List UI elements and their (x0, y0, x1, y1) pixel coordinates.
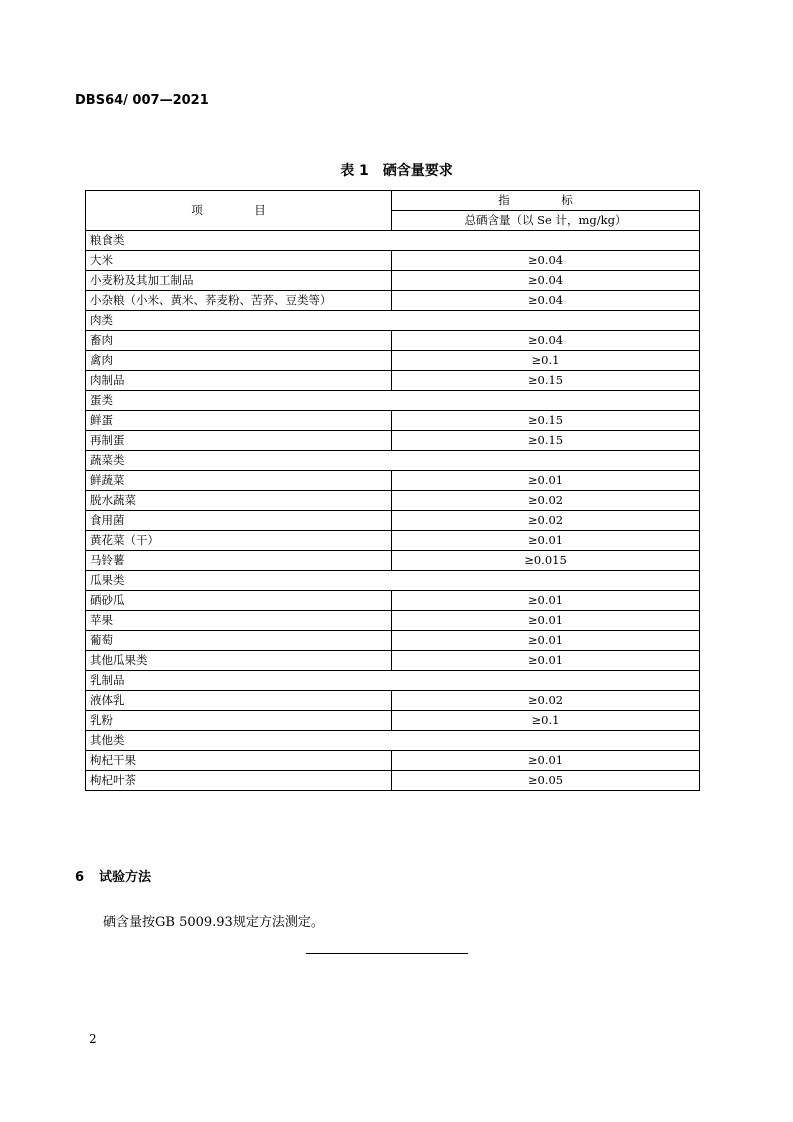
category-name: 粮食类 (86, 231, 700, 251)
value-cell: ≥0.01 (392, 751, 700, 771)
table-row (86, 471, 700, 491)
item-cell: 再制蛋 (86, 431, 392, 451)
category-name: 肉类 (86, 311, 700, 331)
item-cell: 液体乳 (86, 691, 392, 711)
table-row (86, 691, 700, 711)
selenium-content-table (85, 190, 700, 791)
item-cell: 葡萄 (86, 631, 392, 651)
header-item: 项 目 (86, 191, 392, 231)
item-cell: 马铃薯 (86, 551, 392, 571)
value-cell: ≥0.02 (392, 491, 700, 511)
item-cell: 畜肉 (86, 331, 392, 351)
item-cell: 禽肉 (86, 351, 392, 371)
table-row (86, 411, 700, 431)
category-row (86, 671, 700, 691)
table-row (86, 611, 700, 631)
value-cell: ≥0.05 (392, 771, 700, 791)
item-cell: 食用菌 (86, 511, 392, 531)
category-row (86, 731, 700, 751)
value-cell: ≥0.15 (392, 371, 700, 391)
table-row (86, 491, 700, 511)
document-code: DBS64/ 007—2021 (75, 93, 209, 108)
item-cell: 其他瓜果类 (86, 651, 392, 671)
item-cell: 脱水蔬菜 (86, 491, 392, 511)
table-row (86, 631, 700, 651)
value-cell: ≥0.15 (392, 411, 700, 431)
table-row (86, 591, 700, 611)
value-cell: ≥0.1 (392, 351, 700, 371)
category-row (86, 391, 700, 411)
page-number: 2 (89, 1032, 97, 1046)
item-cell: 肉制品 (86, 371, 392, 391)
category-name: 乳制品 (86, 671, 700, 691)
header-unit: 总硒含量（以 Se 计，mg/kg） (392, 211, 700, 231)
item-cell: 小杂粮（小米、黄米、荞麦粉、苦荞、豆类等） (86, 291, 392, 311)
item-cell: 苹果 (86, 611, 392, 631)
table-title: 表 1 硒含量要求 (340, 163, 453, 179)
value-cell: ≥0.15 (392, 431, 700, 451)
end-rule (306, 953, 468, 954)
item-cell: 枸杞叶茶 (86, 771, 392, 791)
header-indicator: 指 标 (392, 191, 700, 211)
method-text: 硒含量按GB 5009.93规定方法测定。 (103, 915, 324, 930)
value-cell: ≥0.04 (392, 291, 700, 311)
category-name: 蛋类 (86, 391, 700, 411)
category-name: 其他类 (86, 731, 700, 751)
value-cell: ≥0.02 (392, 511, 700, 531)
category-row (86, 311, 700, 331)
item-cell: 大米 (86, 251, 392, 271)
section-heading (75, 866, 151, 885)
value-cell: ≥0.01 (392, 471, 700, 491)
value-cell: ≥0.015 (392, 551, 700, 571)
value-cell: ≥0.04 (392, 331, 700, 351)
value-cell: ≥0.01 (392, 591, 700, 611)
table-row (86, 251, 700, 271)
table-row (86, 291, 700, 311)
section-number: 6 (75, 870, 85, 885)
item-cell: 黄花菜（干） (86, 531, 392, 551)
value-cell: ≥0.01 (392, 631, 700, 651)
item-cell: 鲜蛋 (86, 411, 392, 431)
value-cell: ≥0.02 (392, 691, 700, 711)
item-cell: 枸杞干果 (86, 751, 392, 771)
table-row (86, 271, 700, 291)
category-name: 瓜果类 (86, 571, 700, 591)
value-cell: ≥0.01 (392, 611, 700, 631)
table-row (86, 351, 700, 371)
value-cell: ≥0.1 (392, 711, 700, 731)
table-row (86, 371, 700, 391)
table-row (86, 711, 700, 731)
item-cell: 乳粉 (86, 711, 392, 731)
category-name: 蔬菜类 (86, 451, 700, 471)
table-row (86, 651, 700, 671)
table-body (86, 231, 700, 791)
value-cell: ≥0.04 (392, 271, 700, 291)
item-cell: 鲜蔬菜 (86, 471, 392, 491)
value-cell: ≥0.04 (392, 251, 700, 271)
category-row (86, 571, 700, 591)
item-cell: 硒砂瓜 (86, 591, 392, 611)
category-row (86, 451, 700, 471)
table-row (86, 531, 700, 551)
table-row (86, 751, 700, 771)
table-row (86, 511, 700, 531)
value-cell: ≥0.01 (392, 651, 700, 671)
section-title: 试验方法 (99, 870, 152, 885)
table-row (86, 431, 700, 451)
value-cell: ≥0.01 (392, 531, 700, 551)
category-row (86, 231, 700, 251)
table-row (86, 331, 700, 351)
table-row (86, 551, 700, 571)
table-row (86, 771, 700, 791)
item-cell: 小麦粉及其加工制品 (86, 271, 392, 291)
